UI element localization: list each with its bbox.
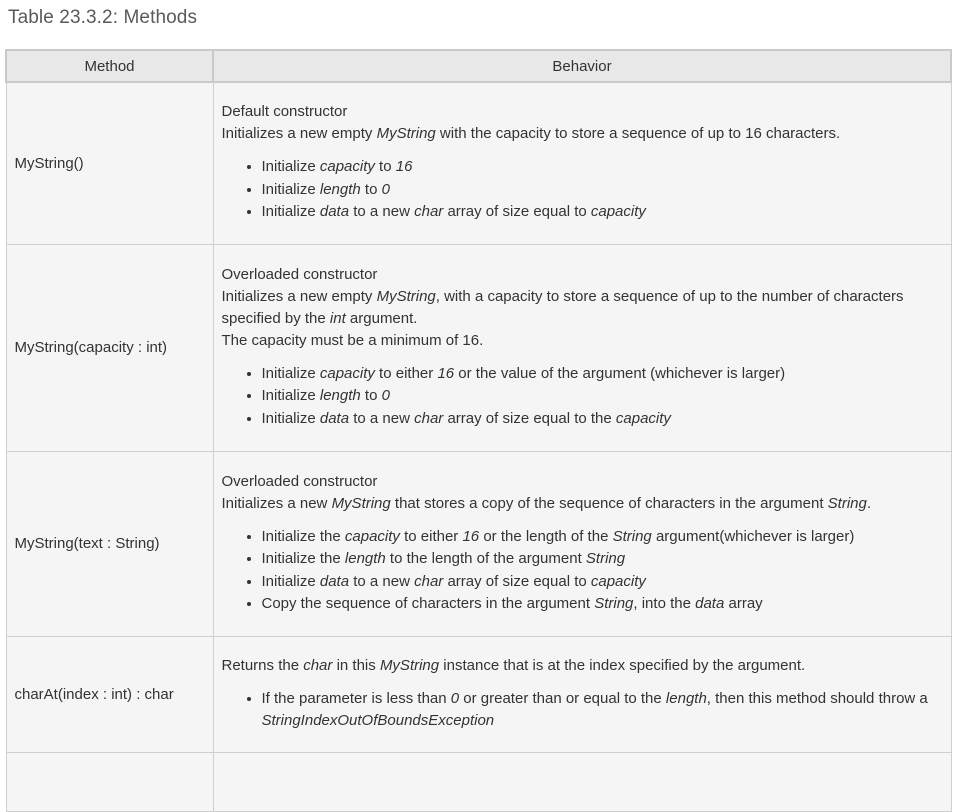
emphasized-text: char xyxy=(414,203,444,221)
method-cell: charAt(index : int) : char xyxy=(6,637,213,753)
text-run: Initialize xyxy=(261,180,320,198)
text-run: Initialize the xyxy=(261,527,345,545)
emphasized-text: data xyxy=(319,572,350,590)
text-run: Copy the sequence of characters in the argument xyxy=(261,595,595,612)
emphasized-text: int xyxy=(329,309,346,327)
emphasized-text: StringIndexOutOfBoundsException xyxy=(261,712,495,729)
emphasized-text: data xyxy=(319,203,350,221)
emphasized-text: String xyxy=(612,527,652,545)
behavior-bullet-list xyxy=(222,156,943,224)
text-run: to xyxy=(374,158,396,176)
text-run: to a new xyxy=(349,409,415,427)
emphasized-text: char xyxy=(303,656,333,674)
emphasized-text: capacity xyxy=(319,364,375,382)
behavior-line xyxy=(222,330,943,352)
behavior-line xyxy=(222,286,943,330)
behavior-cell xyxy=(213,82,951,245)
list-item xyxy=(262,385,943,408)
list-item xyxy=(262,179,943,202)
text-run: to a new xyxy=(349,203,415,221)
text-run: Initialize xyxy=(261,572,320,590)
emphasized-text: capacity xyxy=(590,203,646,221)
text-run: Initialize xyxy=(261,387,320,405)
behavior-line xyxy=(222,264,943,286)
method-cell: MyString(text : String) xyxy=(6,452,213,637)
list-item xyxy=(262,593,943,616)
behavior-line xyxy=(222,493,943,515)
text-run: array of size equal to xyxy=(443,572,591,590)
emphasized-text: 16 xyxy=(395,158,413,176)
text-run: Initialize xyxy=(261,203,320,221)
emphasized-text: capacity xyxy=(319,158,375,176)
emphasized-text: MyString xyxy=(376,287,436,305)
emphasized-text: char xyxy=(414,409,444,427)
list-item xyxy=(262,548,943,571)
text-run: array xyxy=(724,595,763,612)
list-item xyxy=(262,363,943,386)
behavior-line xyxy=(222,471,943,493)
column-header-behavior: Behavior xyxy=(213,50,951,82)
table-row xyxy=(6,452,951,637)
text-run: to either xyxy=(399,527,463,545)
behavior-cell xyxy=(213,637,951,753)
table-row xyxy=(6,245,951,452)
behavior-cell xyxy=(213,245,951,452)
text-run: Initialize xyxy=(261,409,320,427)
emphasized-text: 0 xyxy=(381,180,390,198)
text-run: Overloaded constructor xyxy=(221,265,378,283)
method-cell: MyString(capacity : int) xyxy=(6,245,213,452)
text-run: Overloaded constructor xyxy=(221,472,378,490)
text-run: or the length of the xyxy=(479,527,613,545)
text-run: Initialize xyxy=(261,364,320,382)
text-run: Initializes a new empty xyxy=(221,125,377,143)
text-run: that stores a copy of the sequence of characters in the argument xyxy=(390,494,828,512)
table-row xyxy=(6,753,951,812)
method-cell: MyString() xyxy=(6,82,213,245)
text-run: argument. xyxy=(345,309,418,327)
table-header-row xyxy=(6,50,951,82)
emphasized-text: MyString xyxy=(376,125,436,143)
text-run: Initialize the xyxy=(261,550,345,567)
text-run: to xyxy=(360,180,382,198)
behavior-bullet-list xyxy=(222,526,943,616)
emphasized-text: String xyxy=(827,494,867,512)
table-row xyxy=(6,82,951,245)
text-run: Initialize xyxy=(261,158,320,176)
text-run: with the capacity to store a sequence of up to 16 characters. xyxy=(435,125,841,143)
emphasized-text: length xyxy=(319,180,361,198)
emphasized-text: MyString xyxy=(331,494,391,512)
table-row xyxy=(6,637,951,753)
list-item xyxy=(262,526,943,549)
emphasized-text: 16 xyxy=(437,364,455,382)
list-item xyxy=(262,156,943,179)
emphasized-text: String xyxy=(594,595,634,612)
list-item xyxy=(262,201,943,224)
behavior-line xyxy=(222,655,943,677)
text-run: in this xyxy=(332,656,380,674)
emphasized-text: length xyxy=(344,550,386,567)
list-item xyxy=(262,408,943,431)
emphasized-text: data xyxy=(319,409,350,427)
text-run: , with a capacity to store a sequence of up to the number of characters specified by the xyxy=(221,287,904,327)
table-caption: Table 23.3.2: Methods xyxy=(8,7,198,28)
text-run: , then this method should throw a xyxy=(706,689,928,707)
emphasized-text: capacity xyxy=(344,527,400,545)
text-run: Returns the xyxy=(221,656,304,674)
emphasized-text: capacity xyxy=(590,572,646,590)
text-run: . xyxy=(866,494,872,512)
text-run: The capacity must be a minimum of 16. xyxy=(221,331,484,349)
behavior-cell xyxy=(213,753,951,812)
behavior-bullet-list xyxy=(222,688,943,733)
emphasized-text: 0 xyxy=(450,689,460,707)
text-run: instance that is at the index specified by the argument. xyxy=(439,656,806,674)
emphasized-text: char xyxy=(414,572,444,590)
behavior-line xyxy=(222,101,943,123)
text-run: , into the xyxy=(633,595,696,612)
text-run: array of size equal to the xyxy=(443,409,616,427)
text-run: or greater than or equal to the xyxy=(459,689,666,707)
text-run: If the parameter is less than xyxy=(261,689,451,707)
emphasized-text: length xyxy=(319,387,361,405)
text-run: Default constructor xyxy=(221,103,348,121)
list-item xyxy=(262,688,943,733)
emphasized-text: MyString xyxy=(379,656,440,674)
method-cell xyxy=(6,753,213,812)
text-run: argument(whichever is larger) xyxy=(651,527,855,545)
emphasized-text: 16 xyxy=(462,527,480,545)
text-run: to a new xyxy=(349,572,415,590)
column-header-method: Method xyxy=(6,50,213,82)
text-run: Initializes a new xyxy=(221,494,332,512)
behavior-cell xyxy=(213,452,951,637)
emphasized-text: String xyxy=(585,550,626,567)
text-run: to either xyxy=(374,364,438,382)
text-run: Initializes a new empty xyxy=(221,287,377,305)
emphasized-text: length xyxy=(665,689,707,707)
behavior-line xyxy=(222,123,943,145)
behavior-bullet-list xyxy=(222,363,943,431)
emphasized-text: 0 xyxy=(381,387,390,405)
methods-table xyxy=(5,49,952,812)
text-run: or the value of the argument (whichever is larger) xyxy=(454,364,786,382)
text-run: to xyxy=(360,387,382,405)
list-item xyxy=(262,571,943,594)
text-run: array of size equal to xyxy=(443,203,591,221)
emphasized-text: capacity xyxy=(615,409,671,427)
text-run: to the length of the argument xyxy=(385,550,586,567)
emphasized-text: data xyxy=(695,595,725,612)
